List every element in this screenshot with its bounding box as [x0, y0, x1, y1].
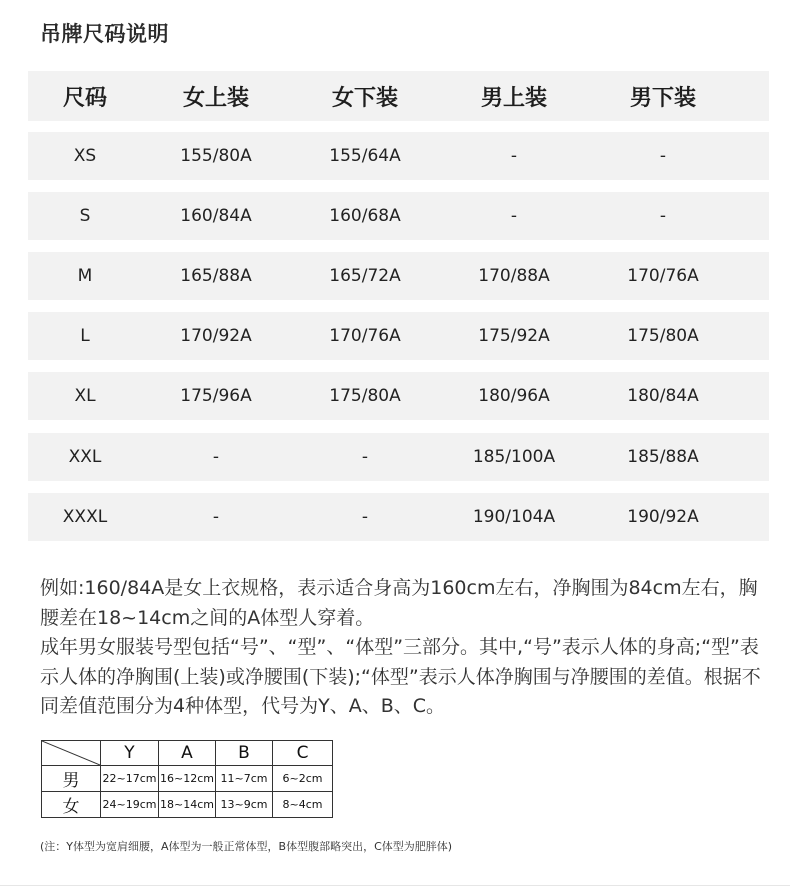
table-row: [28, 372, 769, 420]
size-label: S: [79, 206, 91, 226]
table-cell: 160/84A: [180, 206, 252, 226]
table-cell: 190/104A: [472, 507, 556, 527]
size-label: M: [77, 266, 93, 286]
body-type-table: [41, 740, 333, 818]
table-cell: 165/72A: [329, 266, 401, 286]
table-cell: 190/92A: [627, 507, 699, 527]
table-cell: 16~12cm: [159, 766, 216, 792]
table-cell: 155/80A: [180, 146, 252, 166]
header-cell: 男上装: [480, 85, 547, 111]
example-paragraph: 例如:160/84A是女上衣规格，表示适合身高为160cm左右，净胸围为84cm左右，胸腰差在18~14cm之间的A体型人穿着。: [40, 577, 758, 629]
table-row: [42, 792, 333, 818]
body-type-header: B: [216, 741, 273, 766]
definition-paragraph: 成年男女服装号型包括“号”、“型”、“体型”三部分。其中,“号”表示人体的身高;“型”表示人体的净胸围(上装)或净腰围(下装);“体型”表示人体净胸围与净腰围的差值。根据不同差值范围分为4种体型，代号为Y、A、B、C。: [40, 636, 761, 717]
table-cell: 170/92A: [180, 326, 252, 346]
header-cell: 尺码: [62, 85, 107, 111]
table-cell: 165/88A: [180, 266, 252, 286]
table-cell: 175/80A: [329, 386, 401, 406]
table-row: [42, 766, 333, 792]
table-cell: 160/68A: [329, 206, 401, 226]
table-cell: -: [510, 206, 518, 226]
divider: [0, 885, 790, 886]
table-row: [28, 252, 769, 300]
table-cell: 18~14cm: [159, 792, 216, 818]
table-cell: 11~7cm: [216, 766, 273, 792]
table-cell: 175/96A: [180, 386, 252, 406]
table-cell: 13~9cm: [216, 792, 273, 818]
table-cell: -: [659, 206, 667, 226]
table-cell: 24~19cm: [101, 792, 159, 818]
size-explanation: [40, 574, 770, 722]
size-label: XL: [74, 386, 96, 406]
body-type-header: C: [273, 741, 333, 766]
table-cell: 175/80A: [627, 326, 699, 346]
table-cell: 185/100A: [472, 447, 556, 467]
body-type-header: A: [159, 741, 216, 766]
header-cell: 男下装: [629, 85, 696, 111]
size-label: L: [80, 326, 90, 346]
table-cell: 155/64A: [329, 146, 401, 166]
table-row: [28, 192, 769, 240]
table-cell: 175/92A: [478, 326, 550, 346]
header-cell: 女下装: [331, 85, 398, 111]
gender-label: 男: [42, 766, 101, 792]
size-table-header: [28, 71, 769, 121]
table-cell: -: [510, 146, 518, 166]
table-cell: 185/88A: [627, 447, 699, 467]
page-title: 吊牌尺码说明: [40, 22, 169, 46]
table-cell: 170/76A: [329, 326, 401, 346]
diagonal-corner-cell: [42, 741, 101, 766]
body-type-note: (注：Y体型为宽肩细腰，A体型为一般正常体型，B体型腹部略突出，C体型为肥胖体): [40, 840, 453, 853]
table-cell: -: [659, 146, 667, 166]
size-label: XS: [73, 146, 97, 166]
table-cell: 22~17cm: [101, 766, 159, 792]
table-row: [28, 433, 769, 481]
table-cell: -: [361, 507, 369, 527]
table-cell: 6~2cm: [273, 766, 333, 792]
body-type-header: Y: [101, 741, 159, 766]
header-cell: 女上装: [182, 85, 249, 111]
table-row: [28, 312, 769, 360]
gender-label: 女: [42, 792, 101, 818]
table-cell: 8~4cm: [273, 792, 333, 818]
table-cell: 180/96A: [478, 386, 550, 406]
table-cell: -: [361, 447, 369, 467]
table-cell: -: [212, 447, 220, 467]
table-row: [28, 493, 769, 541]
table-row: [28, 132, 769, 180]
table-cell: 180/84A: [627, 386, 699, 406]
body-type-header-row: [42, 741, 333, 766]
table-cell: -: [212, 507, 220, 527]
diagonal-line-icon: [42, 741, 100, 765]
size-label: XXXL: [62, 507, 108, 527]
table-cell: 170/88A: [478, 266, 550, 286]
size-label: XXL: [68, 447, 102, 467]
table-cell: 170/76A: [627, 266, 699, 286]
